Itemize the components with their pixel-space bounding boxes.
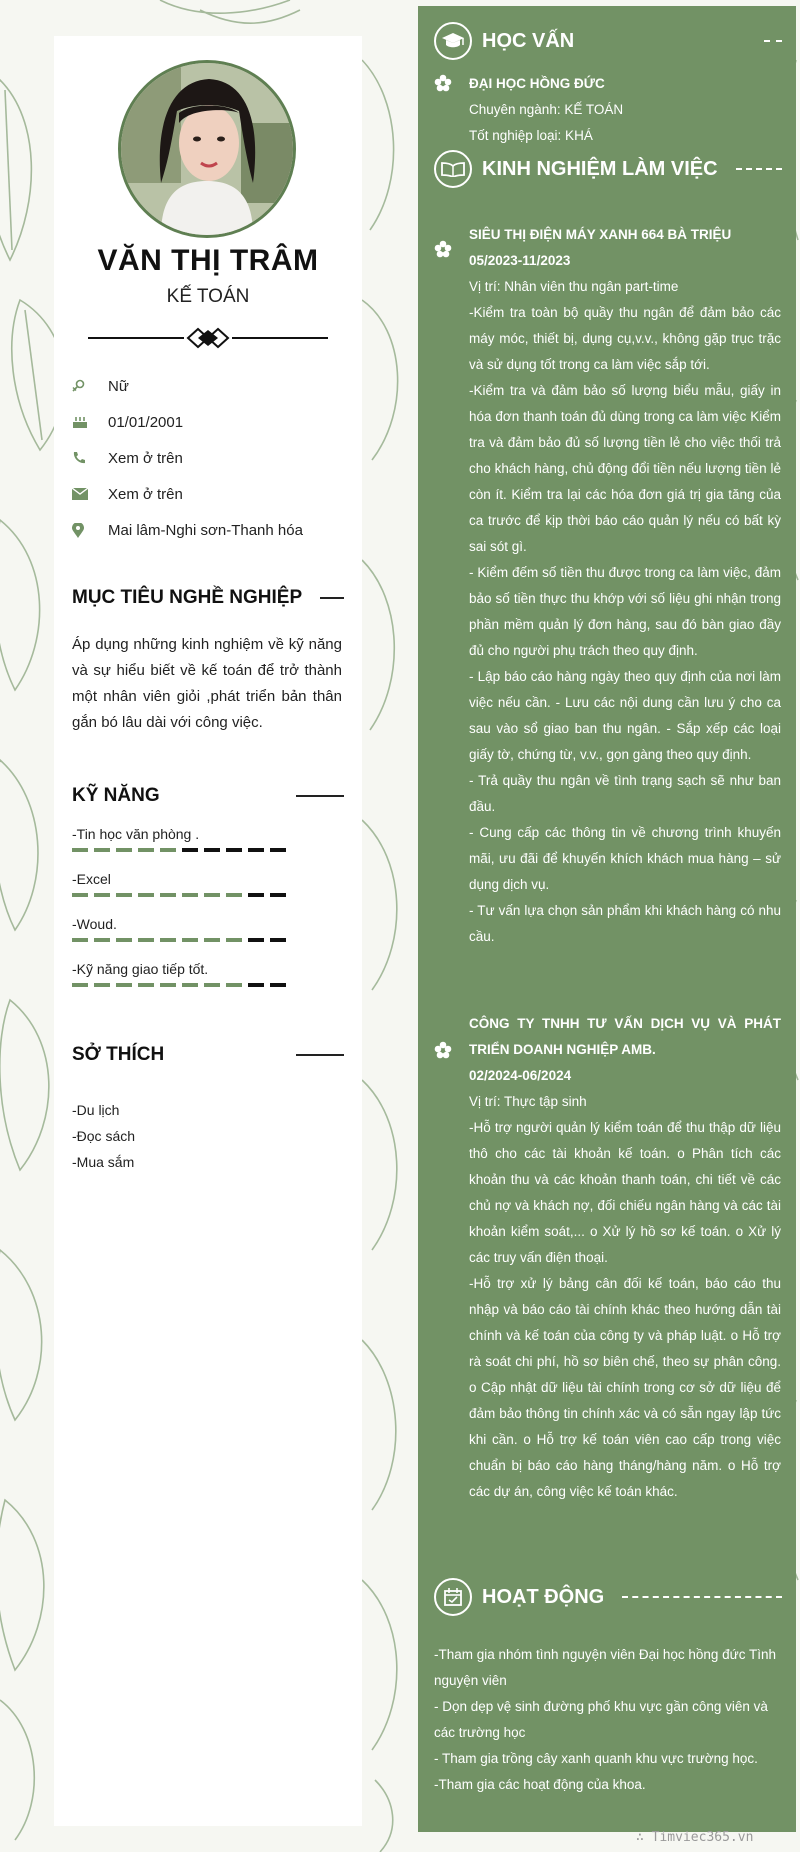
profile-photo-illustration [121, 63, 293, 235]
experience-entry-2 [469, 1011, 781, 1505]
skill-level-bar [72, 983, 344, 987]
skill-item [72, 869, 344, 914]
skill-level-segment [94, 893, 110, 897]
watermark: ∴ Timviec365.vn [636, 1830, 754, 1845]
personal-info-list [72, 368, 342, 548]
flower-bullet-icon [434, 1041, 452, 1064]
info-row-gender [72, 368, 342, 404]
skill-level-segment [94, 938, 110, 942]
job-detail: - Trả quầy thu ngân về tình trạng sạch sẽ như ban đầu. [469, 773, 781, 814]
skill-level-segment [270, 938, 286, 942]
hobbies-heading [72, 1044, 344, 1066]
divider-ornament [88, 327, 328, 349]
skill-level-segment [116, 938, 132, 942]
skill-level-segment [160, 848, 176, 852]
skill-level-segment [270, 848, 286, 852]
profile-photo [118, 60, 296, 238]
skills-title: KỸ NĂNG [72, 785, 160, 806]
skill-level-segment [138, 983, 154, 987]
skill-level-segment [204, 893, 220, 897]
briefcase-icon [434, 150, 472, 188]
job-title: KẾ TOÁN [166, 286, 250, 307]
education-title: HỌC VẤN [482, 29, 575, 52]
skills-list [72, 824, 344, 1004]
skill-level-bar [72, 938, 344, 942]
job-period: 02/2024-06/2024 [469, 1068, 572, 1083]
skill-level-segment [160, 938, 176, 942]
candidate-name: VĂN THỊ TRÂM [97, 244, 319, 277]
skill-level-segment [182, 893, 198, 897]
skill-level-segment [72, 848, 88, 852]
flower-bullet-icon [434, 74, 452, 97]
job-detail: - Tư vấn lựa chọn sản phẩm khi khách hàng có nhu cầu. [469, 903, 781, 944]
skill-level-segment [116, 893, 132, 897]
activities-title: HOẠT ĐỘNG [482, 1585, 605, 1608]
activity-item: - Tham gia trồng cây xanh quanh khu vực trường học. [434, 1751, 758, 1766]
skill-item [72, 959, 344, 1004]
objective-heading [72, 587, 344, 609]
skill-level-segment [94, 983, 110, 987]
education-heading [434, 22, 782, 60]
graduation-cap-icon [434, 22, 472, 60]
education-major: Chuyên ngành: KẾ TOÁN [469, 102, 624, 117]
activity-item: -Tham gia nhóm tình nguyện viên Đại học hồng đức Tình nguyện viên [434, 1647, 776, 1688]
info-phone-text[interactable]: Xem ở trên [108, 449, 183, 467]
skill-level-segment [94, 848, 110, 852]
job-detail: - Lập báo cáo hàng ngày theo quy định của nơi làm việc nếu cần. - Lưu các nội dung cần lưu ý cho ca sau vào sổ giao ban thu ngân. - Sắp xếp các loại giấy tờ, chứng từ, v.v., gọn gàng theo quy định. [469, 669, 781, 762]
skill-level-segment [182, 983, 198, 987]
job-position: Vị trí: Nhân viên thu ngân part-time [469, 279, 679, 294]
objective-text: Áp dụng những kinh nghiệm về kỹ năng và sự hiểu biết về kế toán để trở thành một nhân viên giỏi ,phát triển bản thân gắn bó lâu dài với công việc. [72, 636, 342, 731]
experience-title: KINH NGHIỆM LÀM VIỆC [482, 157, 718, 180]
skill-label: -Tin học văn phòng . [72, 826, 200, 842]
watermark-text: Timviec365.vn [651, 1830, 754, 1845]
activity-item: - Dọn dẹp vệ sinh đường phố khu vực gần công viên và các trường học [434, 1699, 768, 1740]
info-row-birthday [72, 404, 342, 440]
skill-level-segment [248, 938, 264, 942]
birthday-cake-icon [72, 415, 108, 429]
education-title-dashes [764, 40, 782, 42]
skill-level-segment [270, 893, 286, 897]
info-address-text: Mai lâm-Nghi sơn-Thanh hóa [108, 521, 303, 539]
skill-level-bar [72, 848, 344, 852]
hobbies-title-line [296, 1054, 344, 1056]
job-company: CÔNG TY TNHH TƯ VẤN DỊCH VỤ VÀ PHÁT TRIỂN DOANH NGHIỆP AMB. [469, 1016, 781, 1057]
skills-heading [72, 785, 344, 807]
flower-bullet-icon [434, 240, 452, 263]
skill-level-segment [116, 848, 132, 852]
activities-list [434, 1642, 782, 1798]
skill-item [72, 914, 344, 959]
job-detail: -Kiểm tra toàn bộ quầy thu ngân để đảm bảo các máy móc, thiết bị, dụng cụ,v.v., không gặp trục trặc và sử dụng tốt trong ca làm việc sắp tới. [469, 305, 781, 372]
education-grade: Tốt nghiệp loại: KHÁ [469, 128, 593, 143]
info-birthday-text: 01/01/2001 [108, 413, 184, 431]
info-email-text[interactable]: Xem ở trên [108, 485, 183, 503]
skill-level-segment [226, 983, 242, 987]
hobby-item: -Đọc sách [72, 1128, 136, 1144]
skill-level-segment [226, 893, 242, 897]
envelope-icon [72, 488, 108, 500]
skill-level-segment [160, 983, 176, 987]
skill-level-segment [204, 938, 220, 942]
objective-title: MỤC TIÊU NGHỀ NGHIỆP [72, 587, 303, 608]
skill-level-segment [226, 848, 242, 852]
skill-level-segment [160, 893, 176, 897]
skill-label: -Woud. [72, 916, 117, 932]
job-position: Vị trí: Thực tập sinh [469, 1094, 587, 1109]
skill-level-segment [270, 983, 286, 987]
info-row-address [72, 512, 342, 548]
skill-level-segment [226, 938, 242, 942]
skill-level-segment [248, 848, 264, 852]
skill-level-segment [204, 983, 220, 987]
skill-level-segment [72, 983, 88, 987]
skill-level-segment [182, 938, 198, 942]
experience-title-dashes [736, 168, 782, 170]
objective-title-line [320, 597, 344, 599]
info-gender-text: Nữ [108, 377, 129, 395]
job-company: SIÊU THỊ ĐIỆN MÁY XANH 664 BÀ TRIỆU [469, 227, 732, 242]
skill-level-segment [138, 938, 154, 942]
job-detail: -Kiểm tra và đảm bảo số lượng biểu mẫu, giấy in hóa đơn thanh toán đủ dùng trong ca làm việc Kiểm tra và đảm bảo đủ số lượng tiền lẻ cho việc thối trả cho khách hàng, chủ động đổi tiền nếu lượng tiền lẻ còn ít. Kiểm tra lại các hóa đơn giá trị gia tăng của ca trước để kịp thời báo cáo quản lý nếu có bất kỳ sai sót gì. [469, 383, 781, 554]
skill-level-segment [248, 893, 264, 897]
job-detail: -Hỗ trợ người quản lý kiểm toán để thu thập dữ liệu thô cho các tài khoản kế toán. o Phân tích các khoản thu và các khoản thanh toán, chi tiết về các chủ nợ và khách nợ, đối chiếu ngân hàng và các tài khoản kiểm soát,... o Xử lý hồ sơ kế toán. o Xử lý các truy vấn điện thoại. [469, 1120, 781, 1265]
experience-heading [434, 150, 782, 188]
education-entry [469, 71, 781, 149]
hobby-item: -Mua sắm [72, 1154, 135, 1170]
gender-icon [72, 379, 108, 393]
skills-title-line [296, 795, 344, 797]
activities-title-dashes [622, 1596, 782, 1598]
job-detail: - Kiểm đếm số tiền thu được trong ca làm việc, đảm bảo số tiền thực thu khớp với số liệu ghi nhận trong phần mềm quản lý đơn hàng, sau đó bàn giao đầy đủ cho người phụ trách theo quy định. [469, 565, 781, 658]
activity-item: -Tham gia các hoạt động của khoa. [434, 1777, 646, 1792]
hobby-item: -Du lịch [72, 1102, 120, 1118]
skill-level-segment [204, 848, 220, 852]
education-school: ĐẠI HỌC HỒNG ĐỨC [469, 76, 605, 91]
skill-label: -Excel [72, 871, 111, 887]
activity-calendar-icon [434, 1578, 472, 1616]
skill-level-bar [72, 893, 344, 897]
job-period: 05/2023-11/2023 [469, 253, 571, 268]
skill-level-segment [138, 893, 154, 897]
skill-level-segment [72, 938, 88, 942]
skill-level-segment [116, 983, 132, 987]
hobbies-title: SỞ THÍCH [72, 1044, 165, 1065]
skill-item [72, 824, 344, 869]
info-row-phone [72, 440, 342, 476]
skill-level-segment [138, 848, 154, 852]
skill-level-segment [182, 848, 198, 852]
skill-level-segment [72, 893, 88, 897]
job-detail: - Cung cấp các thông tin về chương trình khuyến mãi, ưu đãi để khuyến khích khách mua hàng – sử dụng dịch vụ. [469, 825, 781, 892]
info-row-email [72, 476, 342, 512]
hobbies-list [72, 1097, 342, 1175]
job-detail: -Hỗ trợ xử lý bảng cân đối kế toán, báo cáo thu nhập và báo cáo tài chính khác theo hướng dẫn tài chính và kế toán của công ty và pháp luật. o Hỗ trợ rà soát chi phí, hồ sơ biên chế, theo sự phân công. o Cập nhật dữ liệu tài chính trong cơ sở dữ liệu để đảm bảo thông tin chính xác và có sẵn ngay lập tức khi cần. o Hỗ trợ kế toán viên cao cấp trong việc chuẩn bị báo cáo hàng tháng/hàng năm. o Hỗ trợ các dự án, công việc kế toán khác. [469, 1276, 781, 1499]
skill-level-segment [248, 983, 264, 987]
skill-label: -Kỹ năng giao tiếp tốt. [72, 961, 209, 977]
phone-icon [72, 451, 108, 465]
activities-heading [434, 1578, 782, 1616]
location-pin-icon [72, 523, 108, 538]
experience-entry-1 [469, 222, 781, 950]
